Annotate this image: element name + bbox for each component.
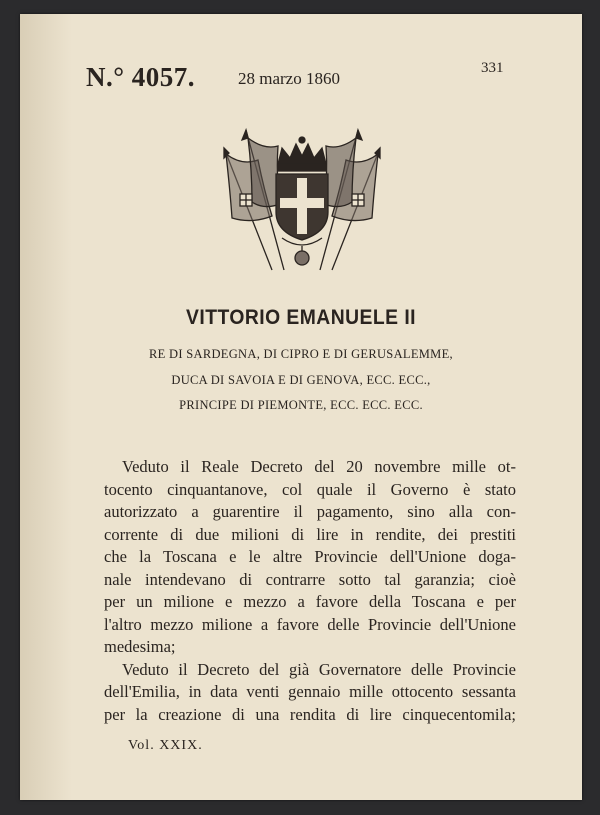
body-line: che la Toscana e le altre Provincie dell'Unione doga- <box>104 547 516 566</box>
body-line: medesima; <box>104 637 176 656</box>
decree-number: N.° 4057. <box>86 62 196 92</box>
title-line-3: PRINCIPE DI PIEMONTE, ECC. ECC. ECC. <box>179 398 423 412</box>
decree-body <box>104 456 516 726</box>
savoy-coat-of-arms-icon <box>202 120 402 280</box>
body-line: l'altro mezzo milione a favore delle Provincie dell'Unione <box>104 614 516 634</box>
document-page <box>20 14 582 800</box>
body-line: corrente di due milioni di lire in rendite, dei prestiti <box>104 524 516 544</box>
title-line-2: DUCA DI SAVOIA E DI GENOVA, ECC. ECC., <box>171 373 431 387</box>
body-line: Veduto il Reale Decreto del 20 novembre mille ot- <box>122 457 516 476</box>
title-line-1: RE DI SARDEGNA, DI CIPRO E DI GERUSALEMME, <box>149 347 453 361</box>
body-line: Veduto il Decreto del già Governatore delle Provincie <box>122 659 516 679</box>
body-line: tocento cinquantanove, col quale il Governo è stato <box>104 479 516 499</box>
body-line: per la creazione di una rendita di lire cinquecentomila; <box>104 704 516 724</box>
decree-date: 28 marzo 1860 <box>238 69 340 88</box>
body-line: nale intendevano di contrarre sotto tal garanzia; cioè <box>104 569 516 589</box>
body-line: per un milione e mezzo a favore della Toscana e per <box>104 592 516 611</box>
king-title: VITTORIO EMANUELE II <box>186 306 416 329</box>
page-number: 331 <box>481 60 504 76</box>
volume-label: Vol. XXIX. <box>128 738 203 753</box>
body-line: autorizzato a guarentire il pagamento, sino alla con- <box>104 502 516 521</box>
body-line: dell'Emilia, in data venti gennaio mille ottocento sessanta <box>104 682 516 701</box>
